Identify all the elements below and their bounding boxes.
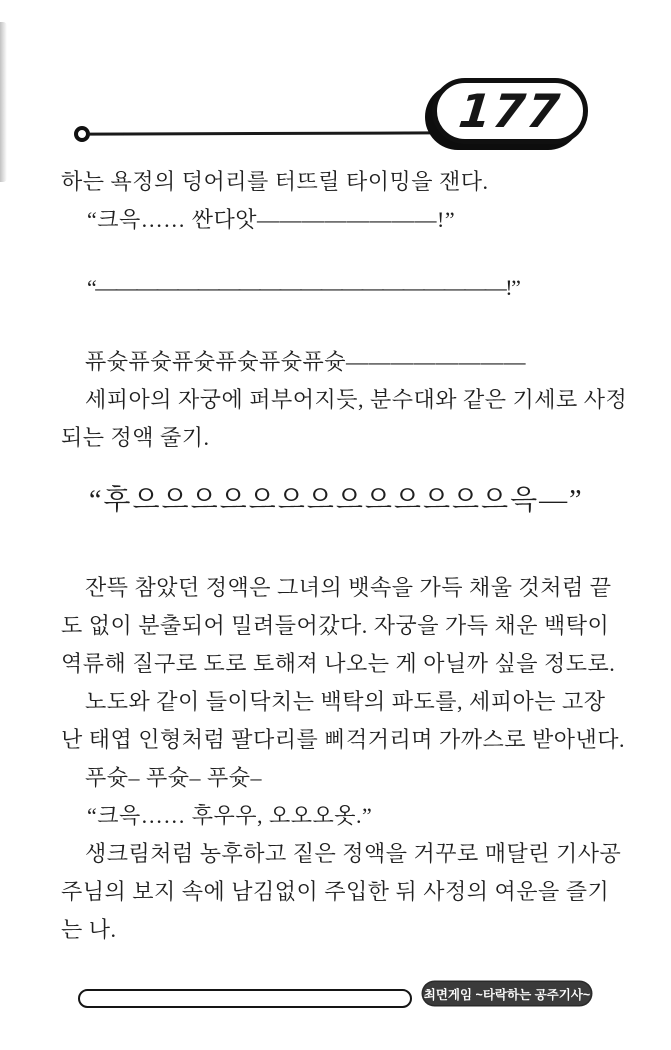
text-line-dialogue: “————————————————————!” — [87, 275, 520, 300]
text-line: 잔뜩 참았던 정액은 그녀의 뱃속을 가득 채울 것처럼 끝 — [85, 575, 612, 600]
text-line: 세피아의 자궁에 퍼부어지듯, 분수대와 같은 기세로 사정 — [85, 387, 628, 412]
page-footer — [0, 975, 671, 1025]
text-line-dialogue-large: “후으으으으으으으으으으으으으윽—” — [89, 485, 584, 516]
text-line: 주님의 보지 속에 남김없이 주입한 뒤 사정의 여운을 즐기 — [61, 879, 610, 904]
page-number-badge — [432, 78, 588, 144]
text-line: 도 없이 분출되어 밀려들어갔다. 자궁을 가득 채운 백탁이 — [61, 613, 610, 638]
header-rule-line — [88, 131, 432, 135]
text-line: 노도와 같이 들이닥치는 백탁의 파도를, 세피아는 고장 — [85, 689, 606, 714]
text-line-sfx: 푸슛– 푸슛– 푸슛– — [85, 765, 263, 790]
text-line: 는 나. — [61, 917, 117, 942]
text-line: 역류해 질구로 도로 토해져 나오는 게 아닐까 싶을 정도로. — [61, 651, 616, 676]
text-line-dialogue: “크윽…… 후우우, 오오오옷.” — [87, 803, 373, 828]
series-title-badge — [423, 982, 591, 1005]
text-line: 난 태엽 인형처럼 팔다리를 삐걱거리며 가까스로 받아낸다. — [61, 727, 626, 752]
text-line: 하는 욕정의 덩어리를 터뜨릴 타이밍을 잰다. — [61, 169, 489, 194]
text-line-dialogue: “크윽…… 싼다앗————————!” — [87, 207, 456, 232]
footer-rule-capsule — [78, 989, 412, 1008]
body-text — [61, 163, 628, 949]
text-line: 되는 정액 줄기. — [61, 425, 210, 450]
page-header — [0, 0, 671, 150]
text-line-sfx: 퓨슛퓨슛퓨슛퓨슛퓨슛퓨슛———————— — [85, 349, 527, 374]
text-line: 생크림처럼 농후하고 짙은 정액을 거꾸로 매달린 기사공 — [85, 841, 622, 866]
series-title: 최면게임 ~타락하는 공주기사~ — [423, 987, 591, 1002]
page-number: 177 — [456, 84, 564, 138]
